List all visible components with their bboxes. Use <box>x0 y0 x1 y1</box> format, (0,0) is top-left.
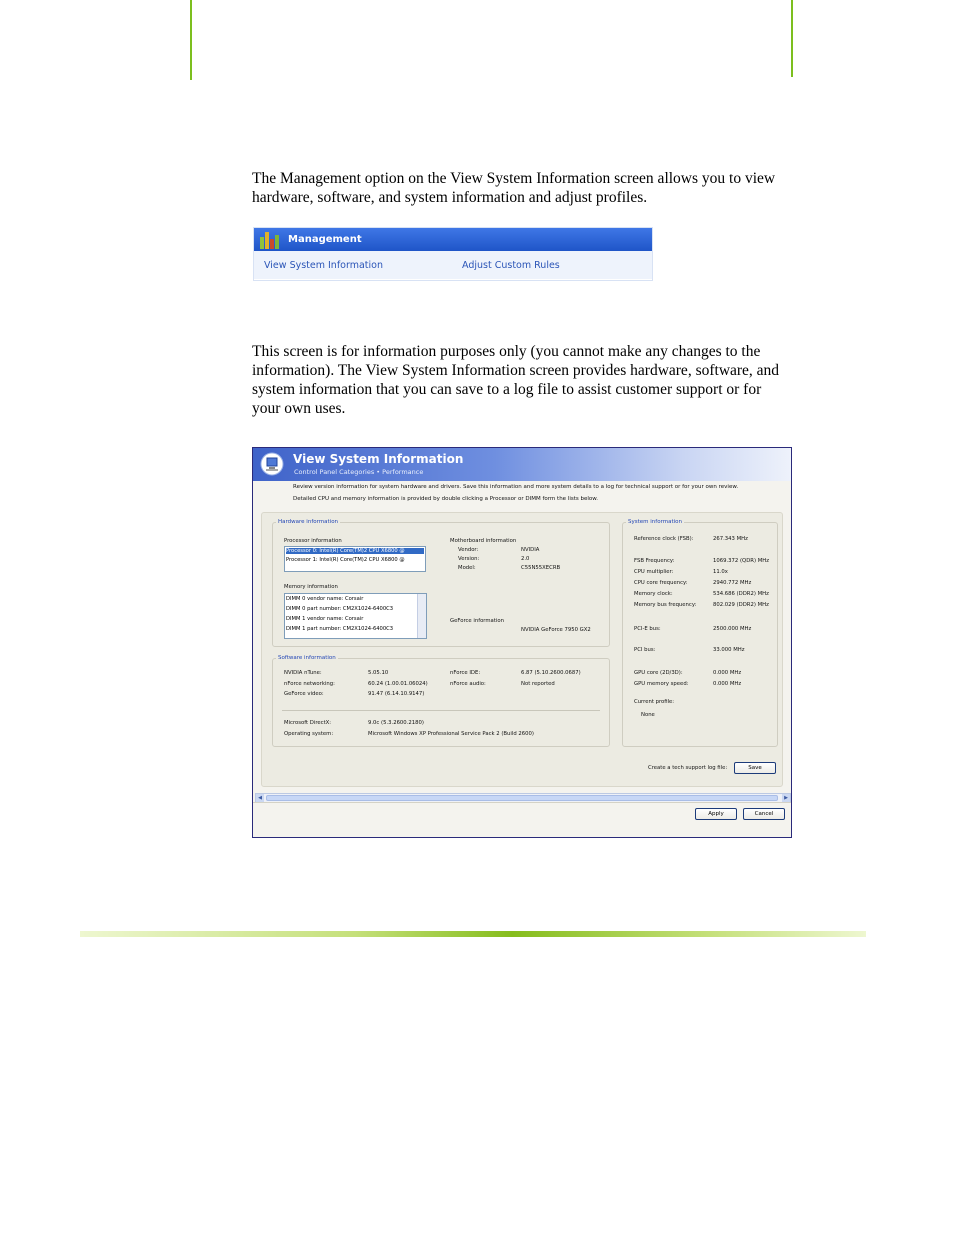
processor-row[interactable]: Processor 0: Intel(R) Core(TM)2 CPU X6800 @ <box>286 548 424 554</box>
system-row-label: GPU memory speed: <box>634 681 689 687</box>
memory-list-scrollbar[interactable] <box>417 594 426 638</box>
directx-value: 9.0c (5.3.2600.2180) <box>368 720 424 726</box>
save-button[interactable]: Save <box>734 762 776 774</box>
mb-vendor-value: NVIDIA <box>521 547 540 553</box>
management-icon <box>258 229 282 251</box>
geforce-video-value: 91.47 (6.14.10.9147) <box>368 691 425 697</box>
window-description-2: Detailed CPU and memory information is provided by double clicking a Processor or DIMM form the lists below. <box>293 496 599 502</box>
memory-row[interactable]: DIMM 0 vendor name: Corsair <box>286 596 364 602</box>
window-header <box>253 448 791 481</box>
adjust-custom-rules-link[interactable]: Adjust Custom Rules <box>462 260 560 271</box>
motherboard-info-label: Motherboard information <box>450 538 517 544</box>
header-left-rule <box>190 0 192 80</box>
info-panel <box>261 512 783 787</box>
system-row-value: 534.686 (DDR2) MHz <box>713 591 769 597</box>
hardware-legend: Hardware information <box>278 519 339 525</box>
scrollbar-thumb[interactable] <box>266 795 778 801</box>
window-description-1: Review version information for system hardware and drivers. Save this information and more system details to a log for technical support or for your own review. <box>293 484 739 490</box>
scroll-left-icon[interactable]: ◀ <box>256 794 264 802</box>
system-row-value: 33.000 MHz <box>713 647 745 653</box>
footer-gradient-rule <box>80 931 866 937</box>
processor-row[interactable]: Processor 1: Intel(R) Core(TM)2 CPU X6800 @ <box>286 557 405 563</box>
memory-info-label: Memory information <box>284 584 338 590</box>
current-profile-label: Current profile: <box>634 699 675 705</box>
directx-label: Microsoft DirectX: <box>284 720 332 726</box>
nforce-audio-label: nForce audio: <box>450 681 486 687</box>
geforce-video-label: GeForce video: <box>284 691 324 697</box>
memory-row[interactable]: DIMM 1 vendor name: Corsair <box>286 616 364 622</box>
os-value: Microsoft Windows XP Professional Service Pack 2 (Build 2600) <box>368 731 534 737</box>
management-header <box>254 228 652 251</box>
management-links <box>254 251 652 279</box>
current-profile-value: None <box>641 712 655 718</box>
software-separator <box>282 710 600 711</box>
os-label: Operating system: <box>284 731 334 737</box>
apply-button[interactable]: Apply <box>695 808 737 820</box>
cancel-button[interactable]: Cancel <box>743 808 785 820</box>
system-row-label: FSB Frequency: <box>634 558 675 564</box>
mb-version-value: 2.0 <box>521 556 530 562</box>
nforce-audio-value: Not reported <box>521 681 555 687</box>
tech-support-log-label: Create a tech support log file: <box>648 765 728 771</box>
view-system-information-link[interactable]: View System Information <box>264 260 384 271</box>
ntune-value: 5.05.10 <box>368 670 389 676</box>
view-system-information-window <box>252 447 792 838</box>
memory-row[interactable]: DIMM 1 part number: CM2X1024-6400C3 <box>286 626 394 632</box>
nforce-ide-label: nForce IDE: <box>450 670 481 676</box>
system-row-value: 0.000 MHz <box>713 681 742 687</box>
mb-model-label: Model: <box>458 565 476 571</box>
processor-info-label: Processor information <box>284 538 342 544</box>
header-right-rule <box>791 0 793 77</box>
memory-row[interactable]: DIMM 0 part number: CM2X1024-6400C3 <box>286 606 394 612</box>
system-row-value: 11.0x <box>713 569 728 575</box>
memory-list[interactable] <box>284 593 427 639</box>
nforce-ide-value: 6.87 (5.10.2600.0687) <box>521 670 581 676</box>
scroll-right-icon[interactable]: ▶ <box>782 794 790 802</box>
mb-version-label: Version: <box>458 556 480 562</box>
paragraph-management-intro: The Management option on the View System Information screen allows you to view hardware, software, and system information and adjust profiles. <box>252 170 776 206</box>
window-footer <box>253 802 791 838</box>
system-row-label: Memory clock: <box>634 591 673 597</box>
system-row-value: 802.029 (DDR2) MHz <box>713 602 769 608</box>
networking-value: 60.24 (1.00.01.06024) <box>368 681 428 687</box>
window-breadcrumb: Control Panel Categories • Performance <box>294 468 424 476</box>
networking-label: nForce networking: <box>284 681 335 687</box>
system-row-value: 1069.372 (QDR) MHz <box>713 558 770 564</box>
software-legend: Software information <box>278 655 336 661</box>
mb-model-value: C55N55XECRB <box>521 565 561 571</box>
system-row-label: Reference clock (FSB): <box>634 536 694 542</box>
geforce-info-label: GeForce information <box>450 618 504 624</box>
paragraph-view-info: This screen is for information purposes only (you cannot make any changes to the information). The View System Information screen provides hardware, software, and system information that you can save to a log file to assist customer support or for your own uses. <box>252 343 780 417</box>
system-row-value: 267.343 MHz <box>713 536 748 542</box>
system-row-label: Memory bus frequency: <box>634 602 697 608</box>
system-row-value: 0.000 MHz <box>713 670 742 676</box>
processor-list[interactable] <box>284 546 426 572</box>
ntune-label: NVIDIA nTune: <box>284 670 322 676</box>
system-row-label: CPU multiplier: <box>634 569 674 575</box>
management-panel <box>253 227 653 281</box>
system-row-label: PCI bus: <box>634 647 656 653</box>
system-row-label: CPU core frequency: <box>634 580 688 586</box>
system-legend: System information <box>628 519 683 525</box>
system-row-value: 2500.000 MHz <box>713 626 752 632</box>
management-title: Management <box>288 234 362 245</box>
system-info-icon <box>260 452 284 476</box>
system-row-label: GPU core (2D/3D): <box>634 670 683 676</box>
window-title: View System Information <box>293 452 464 466</box>
system-row-label: PCI-E bus: <box>634 626 661 632</box>
mb-vendor-label: Vendor: <box>458 547 479 553</box>
geforce-info-value: NVIDIA GeForce 7950 GX2 <box>521 627 591 633</box>
system-row-value: 2940.772 MHz <box>713 580 752 586</box>
